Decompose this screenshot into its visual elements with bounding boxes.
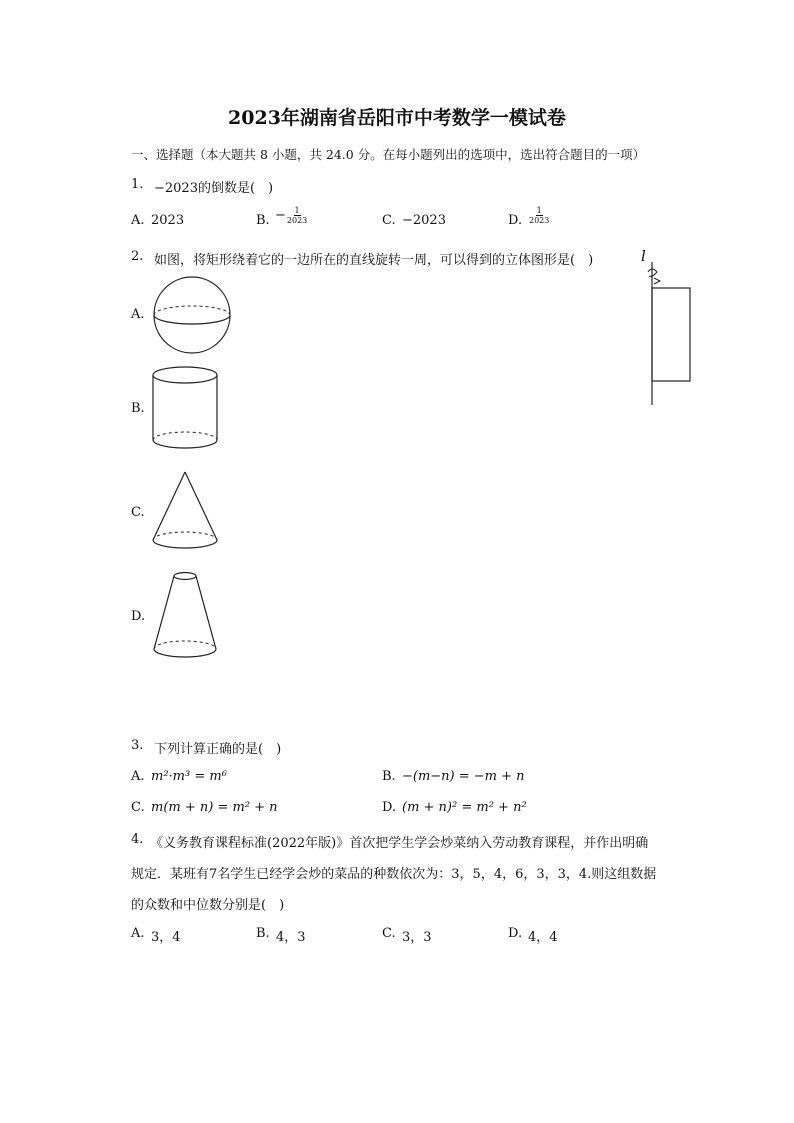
option-c-label: C. — [382, 926, 396, 941]
minus-sign: − — [275, 208, 286, 223]
fraction-denominator: 2023 — [286, 216, 308, 225]
option-a-label: A. — [131, 769, 145, 784]
question-number: 2. — [131, 249, 144, 264]
question-stem: 下列计算正确的是( ) — [154, 742, 282, 757]
option-b: 4，3 — [276, 930, 306, 945]
option-b — [275, 206, 308, 225]
fraction-numerator: 1 — [536, 206, 542, 215]
question-number: 1. — [131, 177, 144, 192]
question-stem-line-1: 《义务教育课程标准(2022年版)》首次把学生学会炒菜纳入劳动教育课程，并作出明确 — [150, 836, 649, 851]
option-b-label: B. — [131, 401, 145, 416]
option-d-label: D. — [508, 213, 523, 228]
option-d-label: D. — [131, 609, 146, 624]
option-d: (m + n)² = m² + n² — [402, 800, 527, 815]
option-b-label: B. — [256, 926, 270, 941]
question-stem-line-3: 的众数和中位数分别是( ) — [131, 898, 285, 913]
page-title: 2023年湖南省岳阳市中考数学一模试卷 — [228, 107, 566, 129]
option-a-label: A. — [131, 213, 145, 228]
question-stem: 如图，将矩形绕着它的一边所在的直线旋转一周，可以得到的立体图形是( ) — [154, 253, 594, 268]
option-c: m(m + n) = m² + n — [151, 800, 278, 815]
cone-icon — [150, 470, 222, 556]
option-c: 3，3 — [402, 930, 432, 945]
option-d — [528, 206, 550, 225]
option-a: 2023 — [151, 213, 185, 228]
fraction — [529, 206, 549, 225]
section-heading: 一、选择题（本大题共 8 小题，共 24.0 分。在每小题列出的选项中，选出符合题目的一项） — [131, 147, 646, 162]
axis-label: l — [641, 247, 646, 265]
option-c-label: C. — [131, 505, 145, 520]
option-c: −2023 — [402, 213, 446, 228]
fraction — [287, 206, 307, 225]
option-d-label: D. — [382, 800, 397, 815]
question-number: 3. — [131, 738, 144, 753]
option-d-label: D. — [508, 926, 523, 941]
cylinder-icon — [150, 364, 222, 456]
fraction-denominator: 2023 — [529, 216, 550, 225]
option-a-label: A. — [131, 926, 145, 941]
question-number: 4. — [131, 832, 144, 847]
option-c-label: C. — [382, 213, 396, 228]
fraction-numerator: 1 — [294, 206, 300, 215]
option-c-label: C. — [131, 800, 145, 815]
option-b-label: B. — [382, 769, 396, 784]
option-a: 3，4 — [151, 930, 181, 945]
option-a: m²·m³ = m⁶ — [151, 769, 227, 784]
option-a-label: A. — [131, 307, 145, 322]
rotation-diagram — [640, 262, 700, 412]
question-stem-line-2: 规定．某班有7名学生已经学会炒的菜品的种数依次为：3，5，4，6，3，3，4.则这组数据 — [131, 867, 657, 882]
option-d: 4，4 — [528, 930, 558, 945]
option-b-label: B. — [256, 213, 270, 228]
question-stem: −2023的倒数是( ) — [154, 181, 274, 196]
sphere-icon — [152, 276, 232, 356]
frustum-icon — [150, 569, 222, 663]
option-b: −(m−n) = −m + n — [402, 769, 525, 784]
